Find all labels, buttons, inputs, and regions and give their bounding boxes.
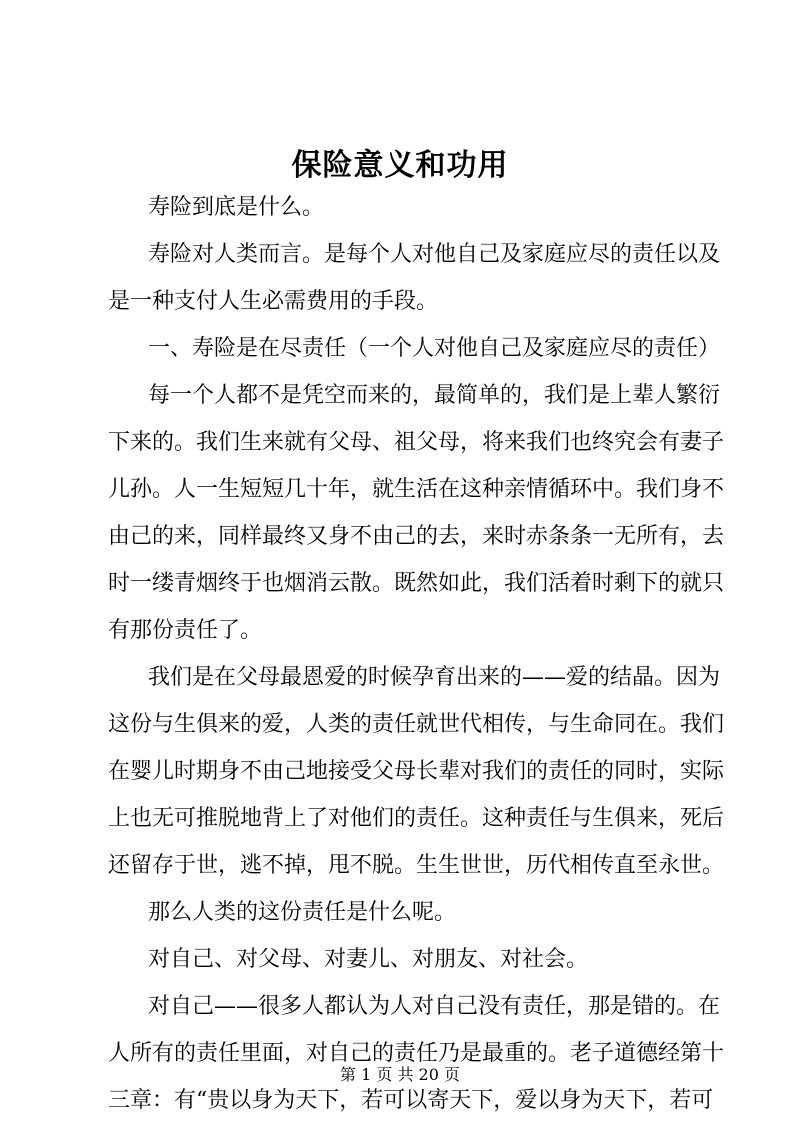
paragraph	[108, 936, 708, 983]
paragraph	[108, 654, 725, 889]
document-title: 保险意义和功用	[291, 148, 509, 183]
text-line: 每一个人都不是凭空而来的，最简单的，我们是上辈人繁衍	[148, 383, 721, 408]
text-line: 我们是在父母最恩爱的时候孕育出来的——爱的结晶。因为	[148, 665, 721, 690]
text-line: 对自己——很多人都认为人对自己没有责任，那是错的。在	[148, 994, 721, 1019]
document-body	[108, 184, 725, 1124]
text-line: 还留存于世，逃不掉，甩不脱。生生世世，历代相传直至永世。	[108, 853, 725, 878]
page-number: 第 1 页 共 20 页	[340, 1065, 460, 1084]
text-line: 在婴儿时期身不由己地接受父母长辈对我们的责任的同时，实际	[108, 759, 725, 784]
text-line: 那么人类的这份责任是什么呢。	[148, 900, 457, 925]
paragraph	[108, 231, 721, 325]
text-line: 寿险对人类而言。是每个人对他自己及家庭应尽的责任以及	[148, 242, 721, 267]
text-line: 下来的。我们生来就有父母、祖父母，将来我们也终究会有妻子	[108, 430, 725, 455]
paragraph	[108, 325, 721, 372]
text-line: 儿孙。人一生短短几十年，就生活在这种亲情循环中。我们身不	[108, 477, 725, 502]
text-line: 时一缕青烟终于也烟消云散。既然如此，我们活着时剩下的就只	[108, 571, 725, 596]
text-line: 对自己、对父母、对妻儿、对朋友、对社会。	[148, 947, 589, 972]
paragraph	[108, 983, 725, 1124]
text-line: 这份与生俱来的爱，人类的责任就世代相传，与生命同在。我们	[108, 712, 725, 737]
text-line: 是一种支付人生必需费用的手段。	[108, 289, 439, 314]
text-line: 有那份责任了。	[108, 618, 263, 643]
paragraph	[108, 372, 725, 654]
text-line: 由己的来，同样最终又身不由己的去，来时赤条条一无所有，去	[108, 524, 725, 549]
text-line: 寿险到底是什么。	[148, 195, 325, 220]
text-line: 一、寿险是在尽责任（一个人对他自己及家庭应尽的责任）	[148, 336, 721, 361]
paragraph	[108, 184, 708, 231]
text-line: 上也无可推脱地背上了对他们的责任。这种责任与生俱来，死后	[108, 806, 725, 831]
text-line: 人所有的责任里面，对自己的责任乃是最重的。老子道德经第十	[108, 1041, 725, 1066]
text-line: 三章：有“贵以身为天下，若可以寄天下，爱以身为天下，若可	[108, 1088, 714, 1113]
paragraph	[108, 889, 708, 936]
